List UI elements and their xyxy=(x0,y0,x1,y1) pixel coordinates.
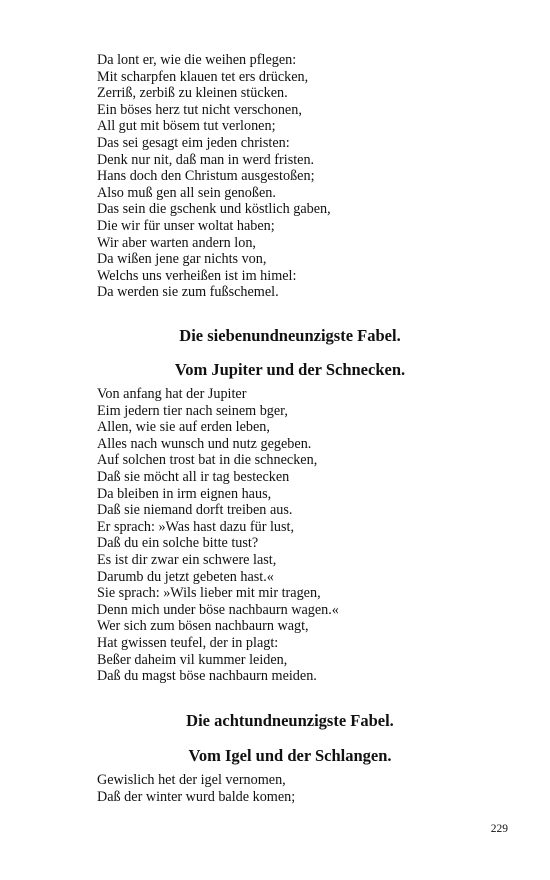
verse-line: Das sei gesagt eim jeden christen: xyxy=(97,134,290,151)
verse-line: Wir aber warten andern lon, xyxy=(97,234,256,251)
verse-line: Hans doch den Christum ausgestoßen; xyxy=(97,168,315,185)
verse-line: Von anfang hat der Jupiter xyxy=(97,386,247,402)
verse-line: Darumb du jetzt gebeten hast.« xyxy=(97,568,274,585)
verse-line: Zerriß, zerbiß zu kleinen stücken. xyxy=(97,85,288,102)
fable-97-title-heading: Vom Jupiter und der Schnecken. xyxy=(174,360,406,379)
verse-line: Sie sprach: »Wils lieber mit mir tragen, xyxy=(97,585,321,602)
verse-line: Daß du ein solche bitte tust? xyxy=(97,535,259,552)
verse-line: Da werden sie zum fußschemel. xyxy=(97,284,279,301)
fable-98-number-heading: Die achtundneunzigste Fabel. xyxy=(186,711,394,730)
verse-line: Denn mich under böse nachbaurn wagen.« xyxy=(97,601,339,618)
verse-line: Denk nur nit, daß man in werd fristen. xyxy=(97,151,315,168)
verse-line: Welchs uns verheißen ist im himel: xyxy=(97,267,297,284)
verse-line: Da bleiben in irm eignen haus, xyxy=(97,485,272,502)
verse-line: Die wir für unser woltat haben; xyxy=(97,217,275,234)
verse-line: Wer sich zum bösen nachbaurn wagt, xyxy=(97,618,309,635)
fable-98-title-heading: Vom Igel und der Schlangen. xyxy=(188,746,392,765)
verse-line: Er sprach: »Was hast dazu für lust, xyxy=(97,518,295,535)
verse-line: Auf solchen trost bat in die schnecken, xyxy=(97,452,318,469)
verse-line: Daß sie möcht all ir tag bestecken xyxy=(97,468,290,485)
verse-line: Da lont er, wie die weihen pflegen: xyxy=(97,52,297,68)
page-number: 229 xyxy=(490,823,508,835)
fable-98-verses xyxy=(97,772,517,805)
verse-line: Beßer daheim vil kummer leiden, xyxy=(97,651,288,668)
verse-line: Alles nach wunsch und nutz gegeben. xyxy=(97,435,312,452)
verse-line: Eim jedern tier nach seinem bger, xyxy=(97,402,288,419)
verse-line: Ein böses herz tut nicht verschonen, xyxy=(97,101,302,118)
verse-line: Das sein die gschenk und köstlich gaben, xyxy=(97,201,331,218)
verse-line: All gut mit bösem tut verlonen; xyxy=(97,118,276,135)
fable-97-verses xyxy=(97,386,517,685)
verse-line: Also muß gen all sein genoßen. xyxy=(97,184,276,201)
verse-line: Daß du magst böse nachbaurn meiden. xyxy=(97,668,317,685)
verse-line: Daß der winter wurd balde komen; xyxy=(97,788,296,805)
fable-96-closing-verses xyxy=(97,52,517,301)
verse-line: Gewislich het der igel vernomen, xyxy=(97,772,286,788)
fable-97-number-heading: Die siebenundneunzigste Fabel. xyxy=(179,326,401,345)
verse-line: Daß sie niemand dorft treiben aus. xyxy=(97,502,293,519)
verse-line: Allen, wie sie auf erden leben, xyxy=(97,419,270,436)
verse-line: Mit scharpfen klauen tet ers drücken, xyxy=(97,68,309,85)
verse-line: Da wißen jene gar nichts von, xyxy=(97,251,267,268)
verse-line: Es ist dir zwar ein schwere last, xyxy=(97,551,277,568)
verse-line: Hat gwissen teufel, der in plagt: xyxy=(97,634,279,651)
